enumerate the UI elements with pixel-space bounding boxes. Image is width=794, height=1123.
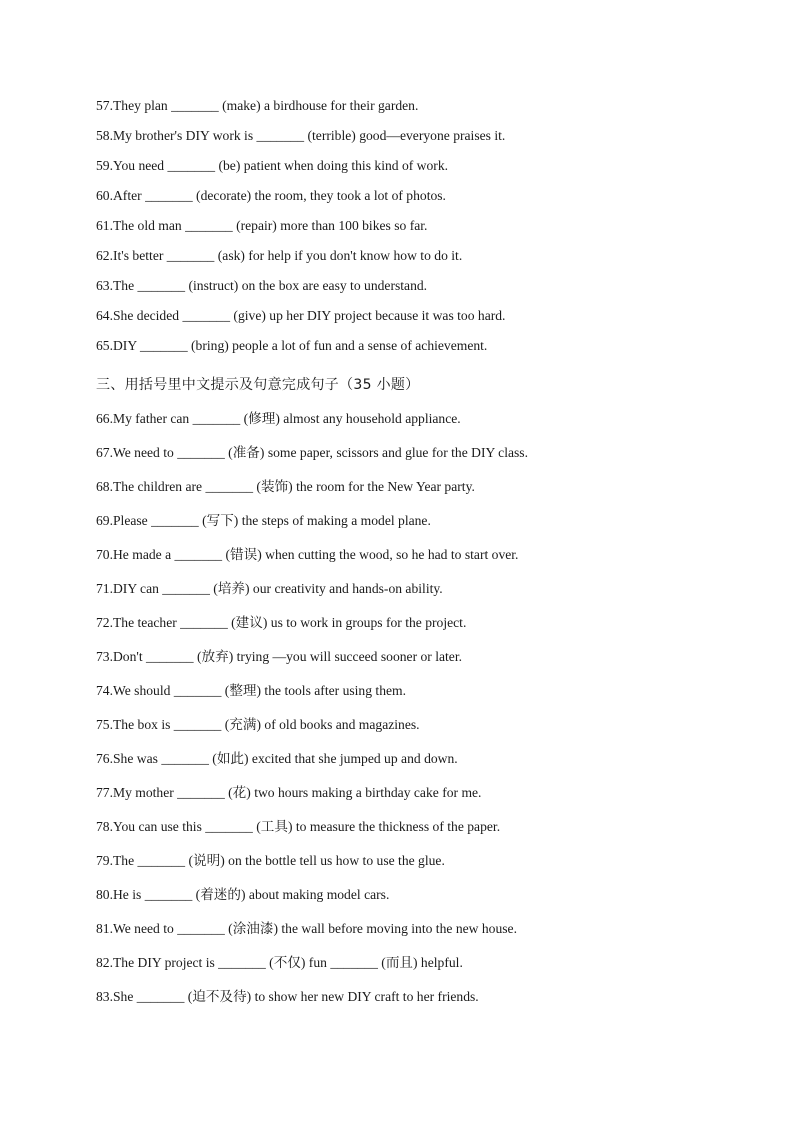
question-73: 73.Don't _______ (放弃) trying —you will succeed sooner or later. [96,649,463,664]
question-59: 59.You need _______ (be) patient when doing this kind of work. [96,158,449,173]
question-63: 63.The _______ (instruct) on the box are easy to understand. [96,278,428,293]
question-81: 81.We need to _______ (涂油漆) the wall before moving into the new house. [96,921,517,936]
question-75: 75.The box is _______ (充满) of old books and magazines. [96,717,420,732]
exercise-section-verb-forms [96,96,716,366]
question-62: 62.It's better _______ (ask) for help if you don't know how to do it. [96,248,463,263]
question-58: 58.My brother's DIY work is _______ (terrible) good—everyone praises it. [96,128,506,143]
question-64: 64.She decided _______ (give) up her DIY project because it was too hard. [96,308,506,323]
question-72: 72.The teacher _______ (建议) us to work in groups for the project. [96,615,467,630]
question-70: 70.He made a _______ (错误) when cutting the wood, so he had to start over. [96,547,519,562]
question-74: 74.We should _______ (整理) the tools after using them. [96,683,407,698]
question-77: 77.My mother _______ (花) two hours making a birthday cake for me. [96,785,482,800]
section-heading: 三、用括号里中文提示及句意完成句子（35 小题） [96,377,420,393]
question-82: 82.The DIY project is _______ (不仅) fun _______ (而且) helpful. [96,955,463,970]
question-68: 68.The children are _______ (装饰) the room for the New Year party. [96,479,475,494]
question-80: 80.He is _______ (着迷的) about making model cars. [96,887,390,902]
question-60: 60.After _______ (decorate) the room, they took a lot of photos. [96,188,446,203]
question-83: 83.She _______ (迫不及待) to show her new DIY craft to her friends. [96,989,479,1004]
question-61: 61.The old man _______ (repair) more than 100 bikes so far. [96,218,428,233]
question-76: 76.She was _______ (如此) excited that she jumped up and down. [96,751,458,766]
question-65: 65.DIY _______ (bring) people a lot of fun and a sense of achievement. [96,338,488,353]
exercise-section-chinese-hints [96,409,716,1021]
question-67: 67.We need to _______ (准备) some paper, scissors and glue for the DIY class. [96,445,528,460]
question-71: 71.DIY can _______ (培养) our creativity and hands-on ability. [96,581,443,596]
question-66: 66.My father can _______ (修理) almost any household appliance. [96,411,461,426]
question-79: 79.The _______ (说明) on the bottle tell us how to use the glue. [96,853,445,868]
question-78: 78.You can use this _______ (工具) to measure the thickness of the paper. [96,819,501,834]
question-69: 69.Please _______ (写下) the steps of making a model plane. [96,513,431,528]
question-57: 57.They plan _______ (make) a birdhouse for their garden. [96,98,419,113]
